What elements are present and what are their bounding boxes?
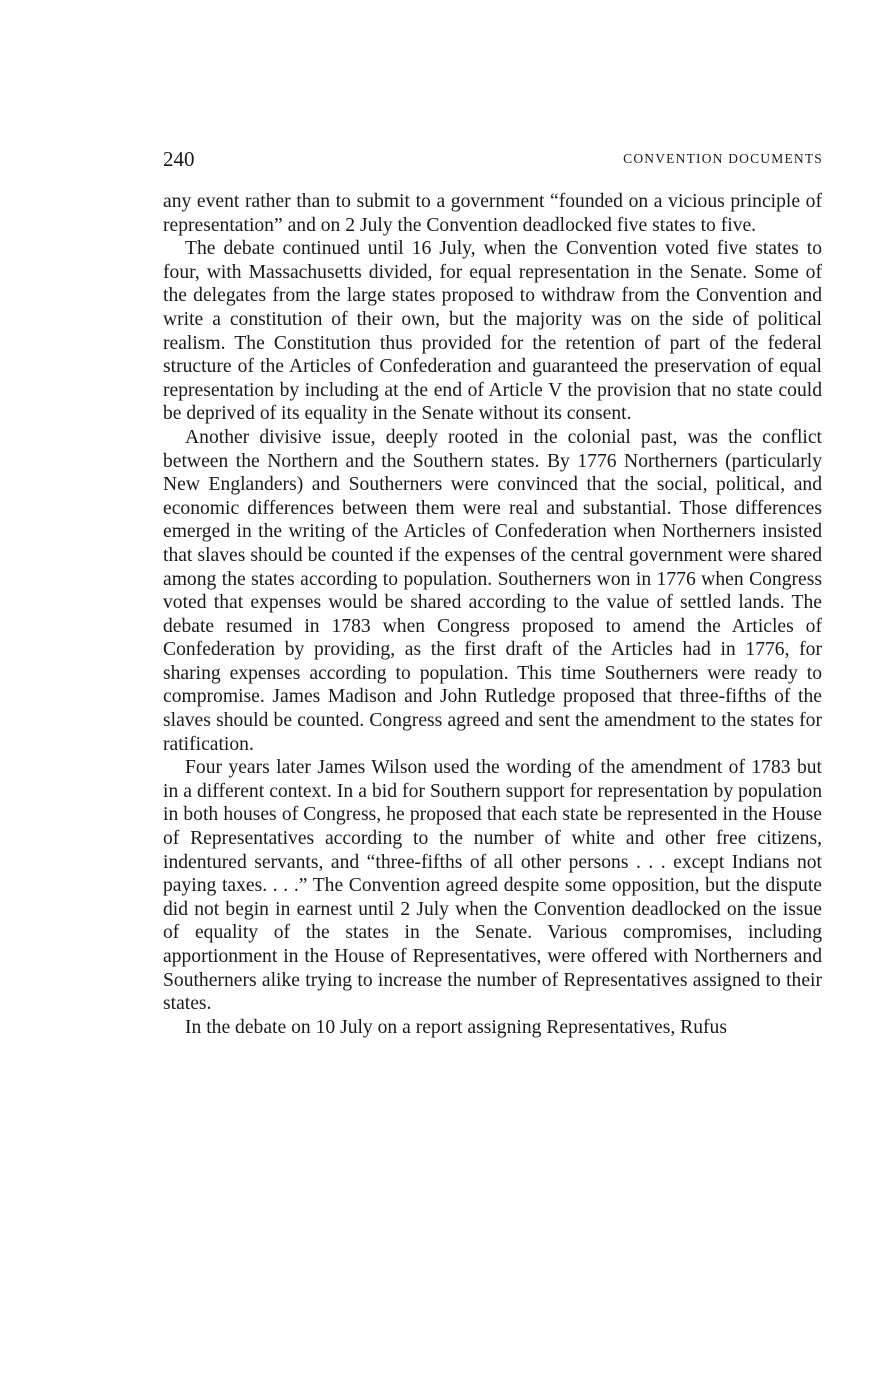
running-head [163, 146, 823, 172]
paragraph-continuation: any event rather than to submit to a government “founded on a vicious principle of representation” and on 2 July the Convention deadlocked five states to five. [163, 191, 822, 236]
body-text [163, 190, 822, 1039]
page-number: 240 [163, 147, 195, 171]
paragraph-senate-representation: The debate continued until 16 July, when the Convention voted five states to four, with Massachusetts divided, for equal representation in the Senate. Some of the delegates from the large states proposed to withdraw from the Convention and write a constitution of their own, but the majority was on the side of political realism. The Constitution thus provided for the retention of part of the federal structure of the Articles of Confederation and guaranteed the preservation of equal representation by including at the end of Article V the provision that no state could be deprived of its equality in the Senate without its consent. [163, 238, 822, 425]
paragraph-james-wilson: Four years later James Wilson used the wording of the amendment of 1783 but in a different context. In a bid for Southern support for representation by population in both houses of Congress, he proposed that each state be represented in the House of Representatives according to the number of white and other free citizens, indentured servants, and “three-fifths of all other persons . . . except Indians not paying taxes. . . .” The Convention agreed despite some opposition, but the dispute did not begin in earnest until 2 July when the Convention deadlocked on the issue of equality of the states in the Senate. Various compromises, including apportionment in the House of Representatives, were offered with Northerners and Southerners alike trying to increase the number of Representatives assigned to their states. [163, 757, 822, 1015]
paragraph-north-south-conflict: Another divisive issue, deeply rooted in the colonial past, was the conflict between the Northern and the Southern states. By 1776 Northerners (particularly New Englanders) and Southerners were convinced that the social, political, and economic differences between them were real and substantial. Those differences emerged in the writing of the Articles of Confederation when Northerners insisted that slaves should be counted if the expenses of the central government were shared among the states according to population. Southerners won in 1776 when Congress voted that expenses would be shared according to the value of settled lands. The debate resumed in 1783 when Congress proposed to amend the Articles of Confederation by providing, as the first draft of the Articles had in 1776, for sharing expenses according to population. This time Southerners were ready to compromise. James Madison and John Rutledge proposed that three-fifths of the slaves should be counted. Congress agreed and sent the amendment to the states for ratification. [163, 426, 822, 755]
running-head-title: CONVENTION DOCUMENTS [623, 151, 823, 166]
paragraph-rufus-debate: In the debate on 10 July on a report assigning Representatives, Rufus [185, 1016, 727, 1038]
